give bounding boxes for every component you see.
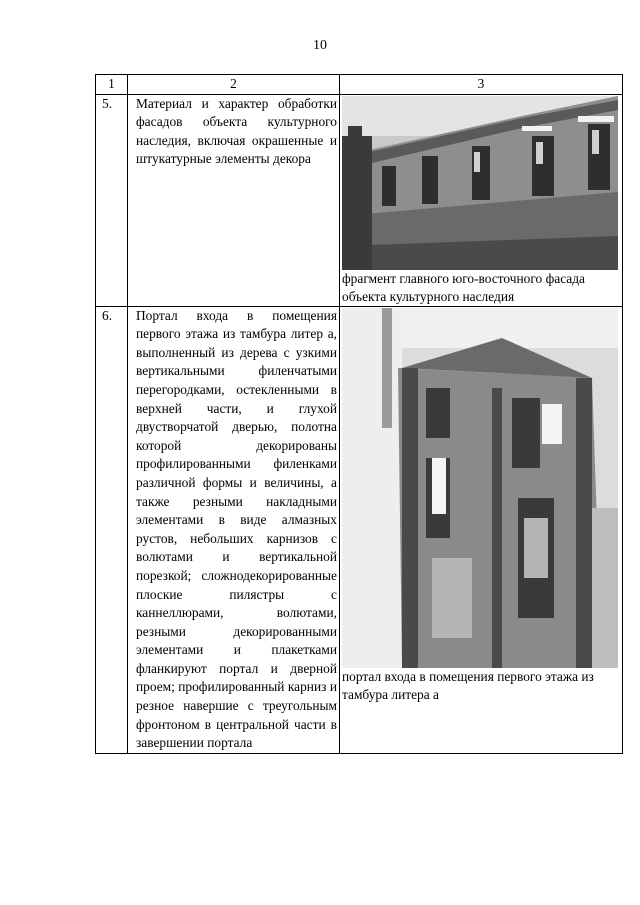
table-row	[96, 306, 623, 753]
column-header-3: 3	[340, 75, 623, 95]
heritage-elements-table	[95, 74, 623, 754]
column-header-2: 2	[128, 75, 340, 95]
photo-cell	[340, 94, 623, 306]
facade-photo-image	[342, 96, 618, 270]
row-description	[128, 306, 340, 753]
photo-cell	[340, 306, 623, 753]
portal-photo-image	[342, 308, 618, 668]
column-header-1: 1	[96, 75, 128, 95]
row-description	[128, 94, 340, 306]
portal-photo-caption: портал входа в помещения первого этажа из тамбура литера а	[342, 668, 594, 702]
portal-photo	[342, 308, 618, 668]
page-number: 10	[313, 38, 327, 53]
table-row	[96, 94, 623, 306]
row-number: 5.	[96, 94, 128, 306]
facade-photo-caption: фрагмент главного юго-восточного фасада объекта культурного наследия	[342, 270, 586, 304]
row-number: 6.	[96, 306, 128, 753]
table-header-row	[96, 75, 623, 95]
description-text: Материал и характер обработки фасадов объекта культурного наследия, включая окрашенные и штукатурные элементы декора	[136, 95, 337, 167]
description-text: Портал входа в помещения первого этажа из тамбура литер а, выполненный из дерева с узкими вертикальными филенчатыми перегородками, остекленными в верхней части, и глухой двустворчатой дверью, полотна которой декорированы профилированными филенками различной формы и величины, а также резными накладными элементами в виде алмазных рустов, небольших карнизов с волютами и вертикальной порезкой; сложнодекорированные плоские пилястры с каннеллюрами, волютами, резными декорированными элементами и плакетками фланкируют портал и дверной проем; профилированный карниз и резное навершие с треугольным фронтоном в центральной части в завершении портала	[136, 307, 337, 751]
facade-photo	[342, 96, 618, 270]
